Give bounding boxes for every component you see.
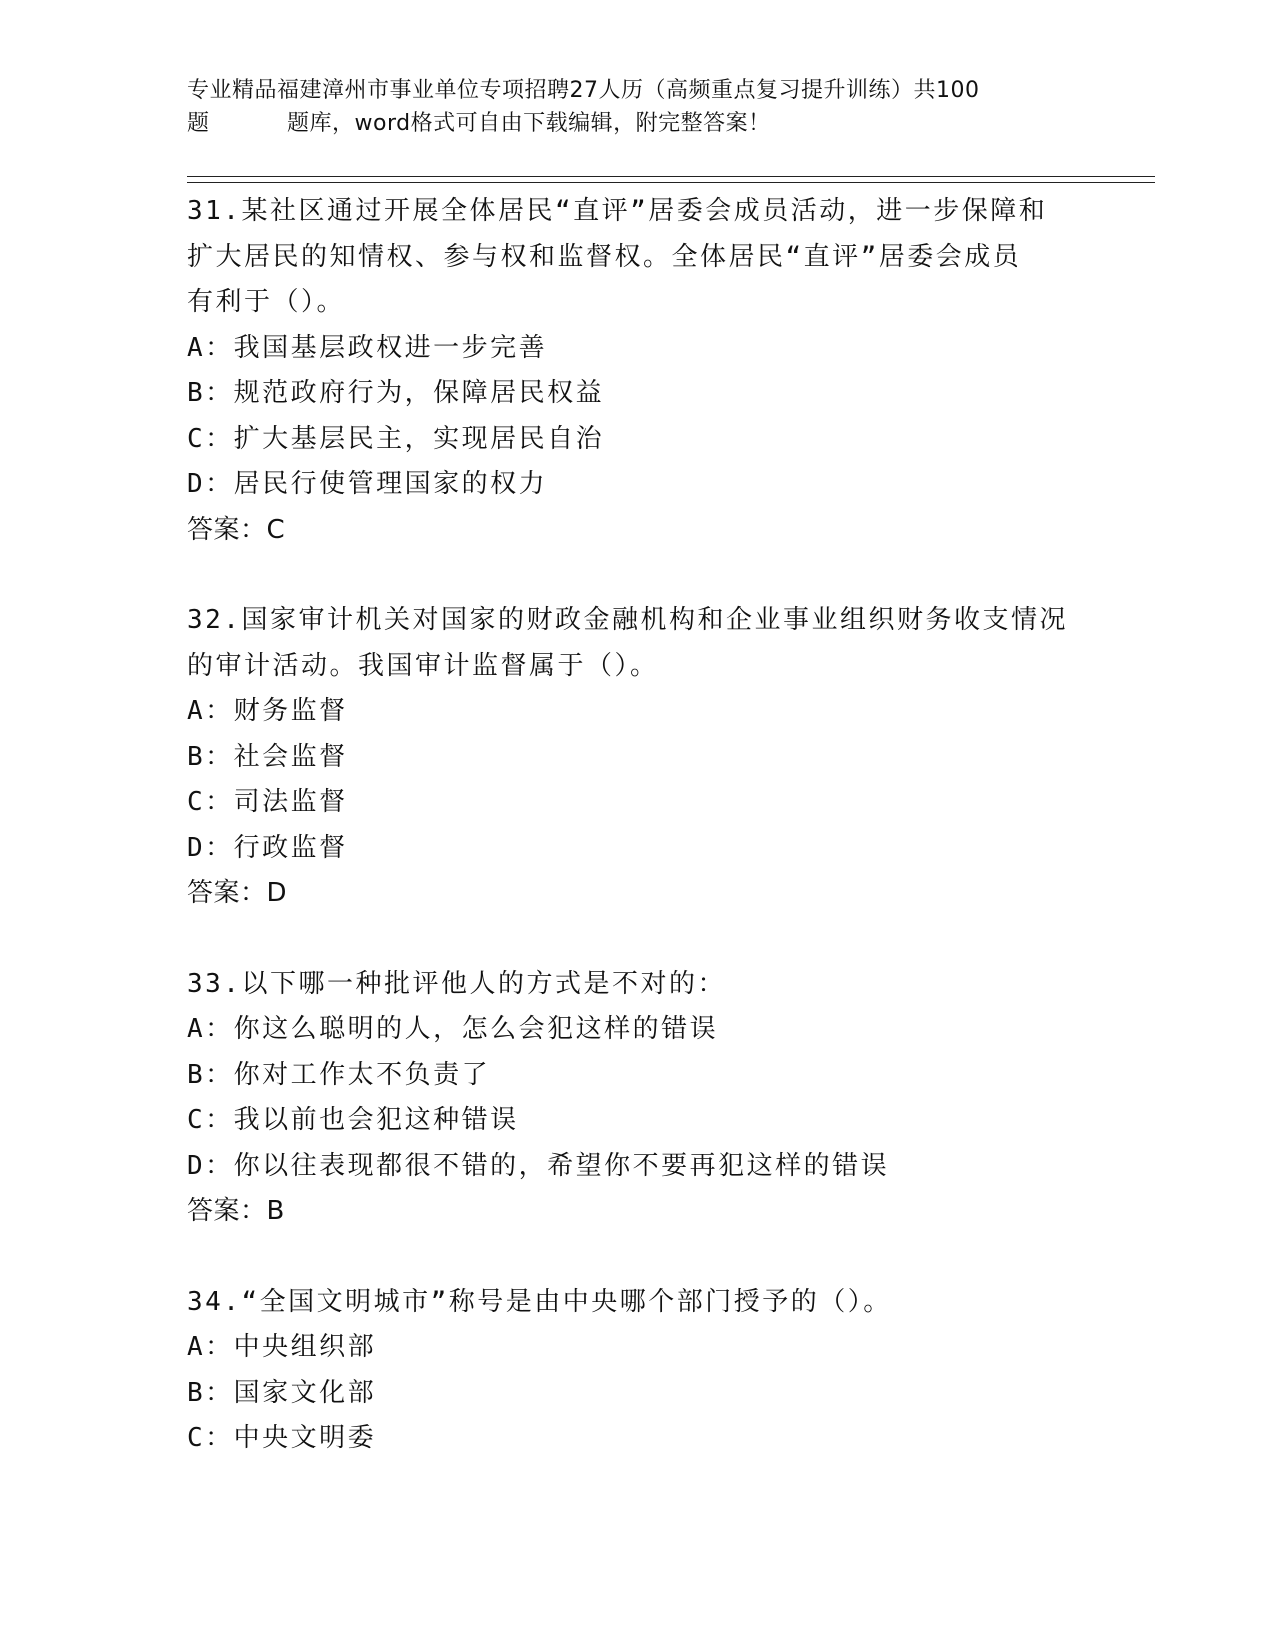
option-c: C：中央文明委 — [187, 1423, 377, 1453]
answer: 答案：D — [187, 878, 288, 908]
header-line-1: 专业精品福建漳州市事业单位专项招聘27人历（高频重点复习提升训练）共100 — [187, 78, 980, 103]
option-a: A：中央组织部 — [187, 1332, 377, 1362]
question-text-line: 有利于（）。 — [187, 287, 346, 317]
question-text-line: 34.“全国文明城市”称号是由中央哪个部门授予的（）。 — [187, 1286, 892, 1317]
header-divider-bottom — [187, 182, 1155, 183]
option-a: A：财务监督 — [187, 696, 348, 726]
header-divider-top — [187, 176, 1155, 177]
header-line-2-rest: 题库，word格式可自由下载编辑，附完整答案！ — [287, 111, 771, 136]
option-d: D：行政监督 — [187, 832, 348, 863]
question-31 — [187, 189, 1087, 553]
option-c: C：扩大基层民主，实现居民自治 — [187, 423, 605, 454]
page-header — [187, 74, 1067, 140]
question-32 — [187, 598, 1087, 917]
header-line-2 — [187, 107, 1067, 140]
header-line-2-lead: 题 — [187, 111, 210, 136]
answer: 答案：B — [187, 1196, 285, 1226]
option-b: B：国家文化部 — [187, 1377, 377, 1408]
answer: 答案：C — [187, 514, 286, 545]
option-d: D：你以往表现都很不错的，希望你不要再犯这样的错误 — [187, 1150, 890, 1181]
option-b: B：你对工作太不负责了 — [187, 1059, 491, 1090]
option-c: C：我以前也会犯这种错误 — [187, 1105, 519, 1135]
question-text-line: 扩大居民的知情权、参与权和监督权。全体居民“直评”居委会成员 — [187, 241, 1022, 272]
question-33 — [187, 962, 1087, 1235]
option-a: A：我国基层政权进一步完善 — [187, 332, 548, 363]
question-text-line: 的审计活动。我国审计监督属于（）。 — [187, 650, 659, 681]
option-d: D：居民行使管理国家的权力 — [187, 469, 548, 499]
option-b: B：规范政府行为，保障居民权益 — [187, 378, 605, 408]
option-b: B：社会监督 — [187, 741, 348, 772]
question-text-line: 32.国家审计机关对国家的财政金融机构和企业事业组织财务收支情况 — [187, 605, 1068, 635]
question-text-line: 31.某社区通过开展全体居民“直评”居委会成员活动，进一步保障和 — [187, 196, 1048, 226]
option-a: A：你这么聪明的人，怎么会犯这样的错误 — [187, 1014, 719, 1044]
question-34 — [187, 1280, 1087, 1462]
question-text-line: 33.以下哪一种批评他人的方式是不对的： — [187, 968, 726, 999]
option-c: C：司法监督 — [187, 787, 348, 817]
question-list — [187, 189, 1087, 1462]
